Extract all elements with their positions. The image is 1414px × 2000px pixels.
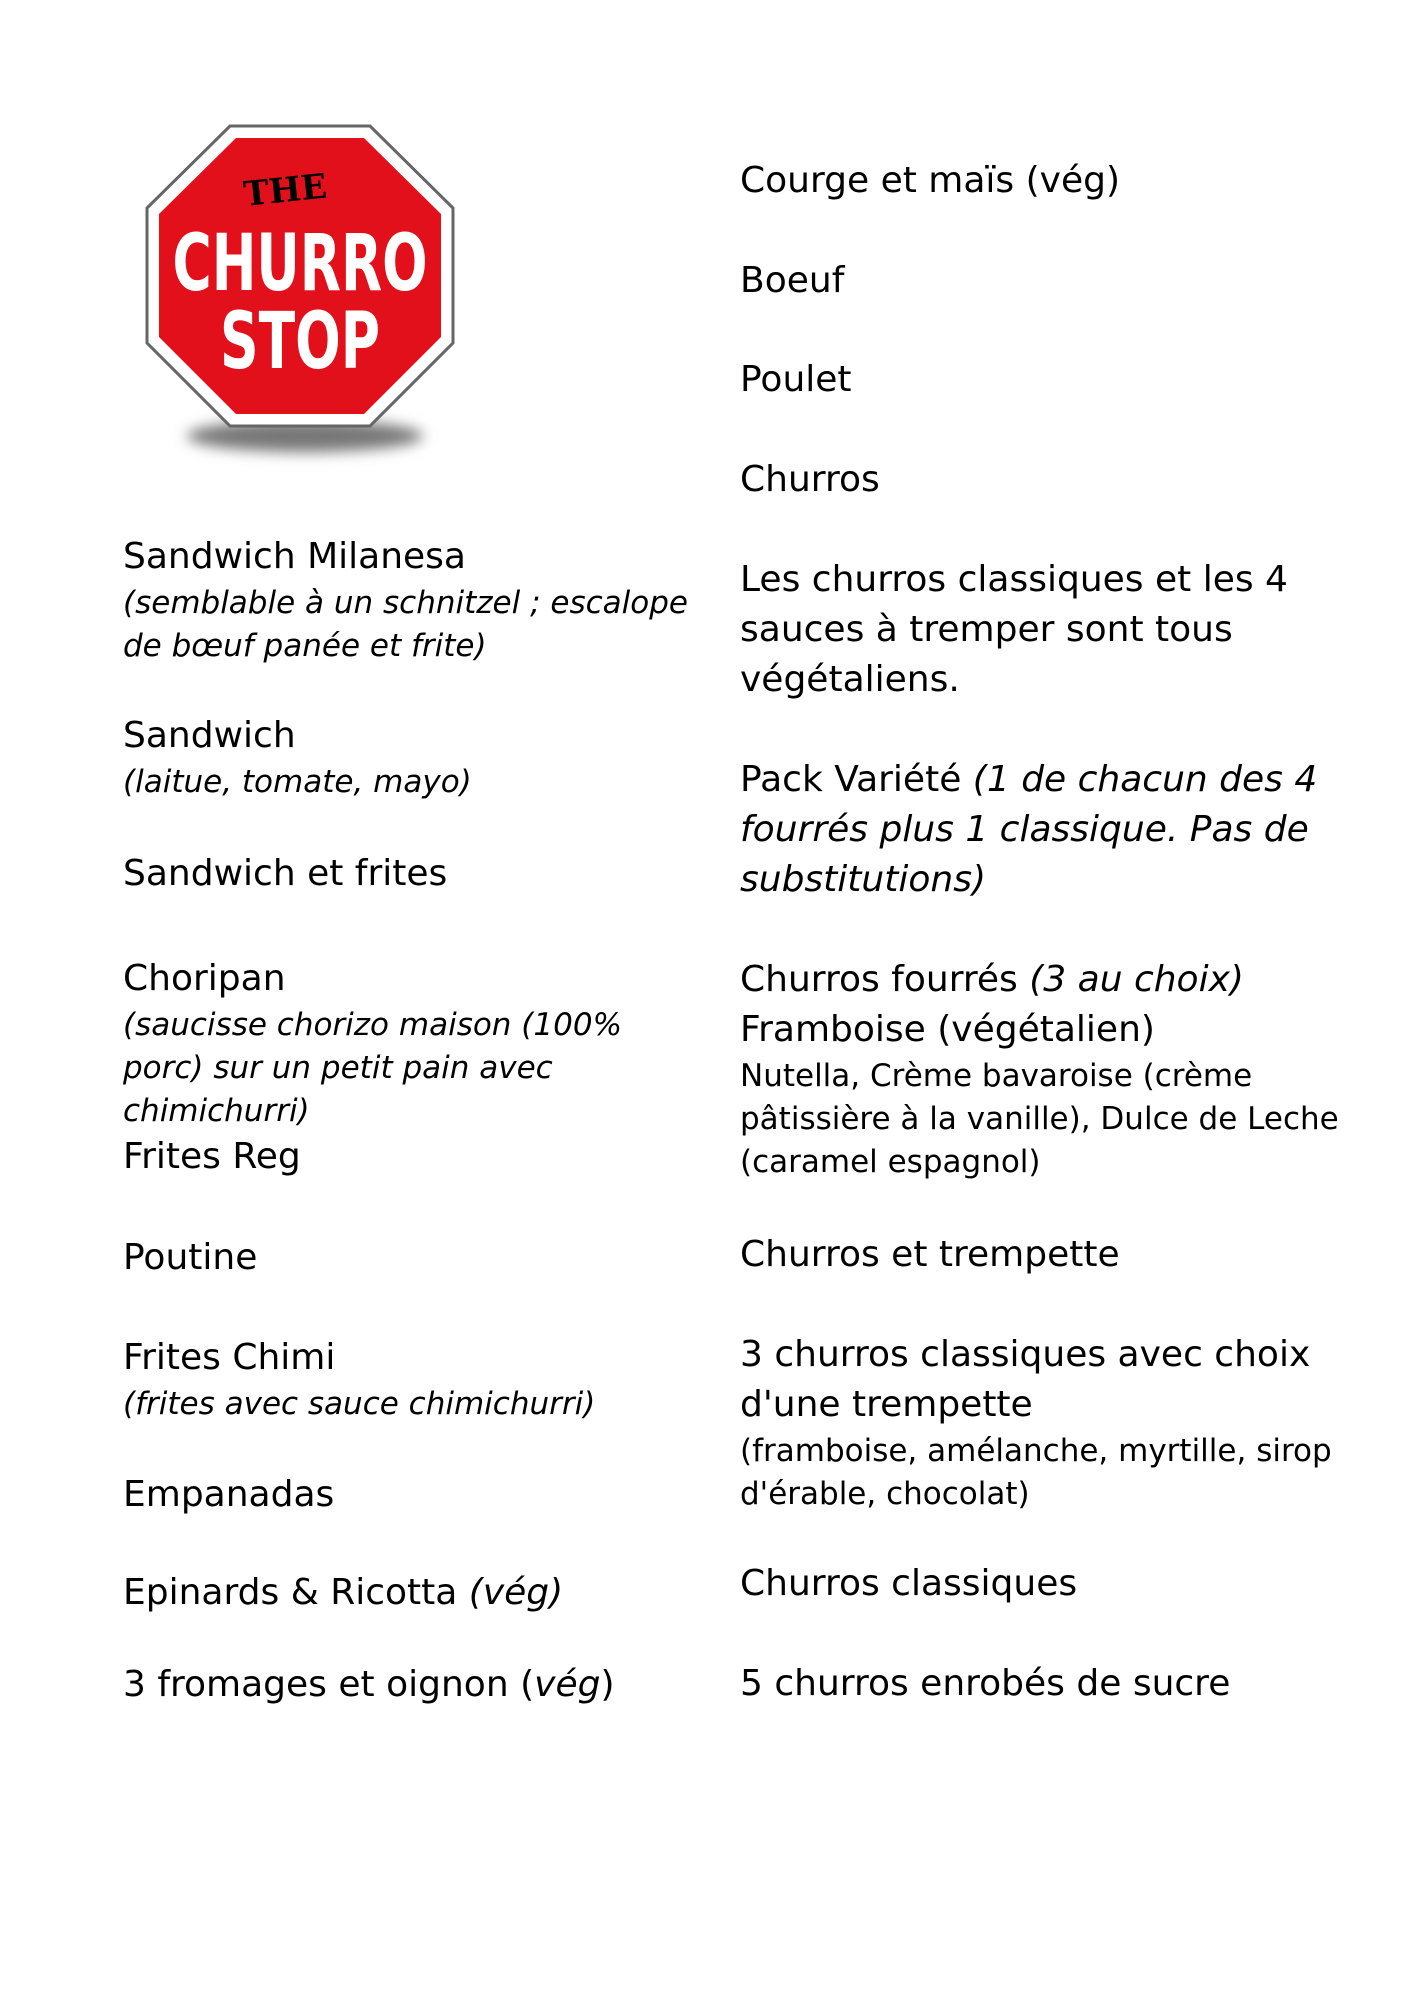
veg-tag-close: ) [600,1664,615,1705]
item-title: Churros classiques [740,1563,1078,1604]
item-title-line [123,1660,615,1710]
menu-item-empanadas [123,1470,334,1520]
item-description: Nutella, Crème bavaroise (crème pâtissière à la vanille), Dulce de Leche (caramel espagnol) [740,1058,1339,1180]
item-title: Frites Chimi [123,1337,336,1378]
item-description: (laitue, tomate, mayo) [123,764,472,800]
item-title: 3 fromages et oignon [123,1664,509,1705]
item-title-line [740,955,1340,1005]
item-title: 5 churros enrobés de sucre [740,1663,1231,1704]
item-description: (framboise, amélanche, myrtille, sirop d'érable, chocolat) [740,1433,1332,1512]
menu-item-churros-fourres [740,955,1340,1184]
item-title: 3 churros classiques avec choix d'une trempette [740,1334,1311,1425]
menu-item-sandwich [123,711,472,804]
menu-item-boeuf [740,256,844,306]
churro-stop-logo [135,118,465,463]
veg-tag: vég [534,1664,601,1705]
item-description: (frites avec sauce chimichurri) [123,1386,596,1422]
item-title: Empanadas [123,1474,335,1515]
churros-vegan-note [740,555,1300,705]
item-title: Frites Reg [123,1136,301,1177]
menu-item-epinards-ricotta [123,1568,563,1618]
menu-item-poutine [123,1233,257,1283]
stop-sign-icon [135,118,465,463]
menu-item-choripan [123,954,708,1133]
menu-item-churros-classiques [740,1559,1077,1609]
item-title: Sandwich Milanesa [123,536,466,577]
item-title: Sandwich [123,715,296,756]
note-text: Les churros classiques et les 4 sauces à tremper sont tous végétaliens. [740,559,1288,700]
logo-line2-text: STOP [220,297,380,387]
item-title: Churros et trempette [740,1234,1120,1275]
item-title: Epinards & Ricotta [123,1572,458,1613]
item-title: Pack Variété [740,759,962,800]
item-title: Sandwich et frites [123,853,448,894]
item-title: Poutine [123,1237,258,1278]
item-subtitle: Framboise (végétalien) [740,1009,1155,1050]
item-title: Poulet [740,359,852,400]
item-title: Boeuf [740,260,845,301]
menu-item-sandwich-frites [123,849,447,899]
item-description: (semblable à un schnitzel ; escalope de bœuf panée et frite) [123,585,688,664]
menu-item-courge-mais [740,156,1120,206]
menu-item-churros-trempette-desc [740,1330,1340,1516]
item-note: (3 au choix) [1029,959,1244,1000]
item-title: Courge et maïs (vég) [740,160,1121,201]
veg-tag: (vég) [468,1572,564,1613]
item-title-line [740,755,1320,905]
menu-item-pack-variete [740,755,1320,905]
menu-item-sandwich-milanesa [123,532,708,668]
section-heading-churros [740,455,880,505]
menu-item-churros-trempette [740,1230,1120,1280]
menu-item-poulet [740,355,852,405]
veg-tag-open: ( [520,1664,535,1705]
section-title: Churros [740,459,880,500]
logo-the-text: THE [241,166,329,215]
item-title: Churros fourrés [740,959,1018,1000]
item-description: (saucisse chorizo maison (100% porc) sur un petit pain avec chimichurri) [123,1007,623,1129]
item-title-line [123,1568,563,1618]
logo-line1-text: CHURRO [172,219,428,309]
menu-item-frites-reg [123,1132,301,1182]
menu-item-5-churros [740,1659,1230,1709]
menu-item-3-fromages [123,1660,615,1710]
menu-item-frites-chimi [123,1333,595,1426]
item-title: Choripan [123,958,286,999]
item-note: (1 de chacun des 4 fourrés plus 1 classique. Pas de substitutions) [740,759,1318,900]
